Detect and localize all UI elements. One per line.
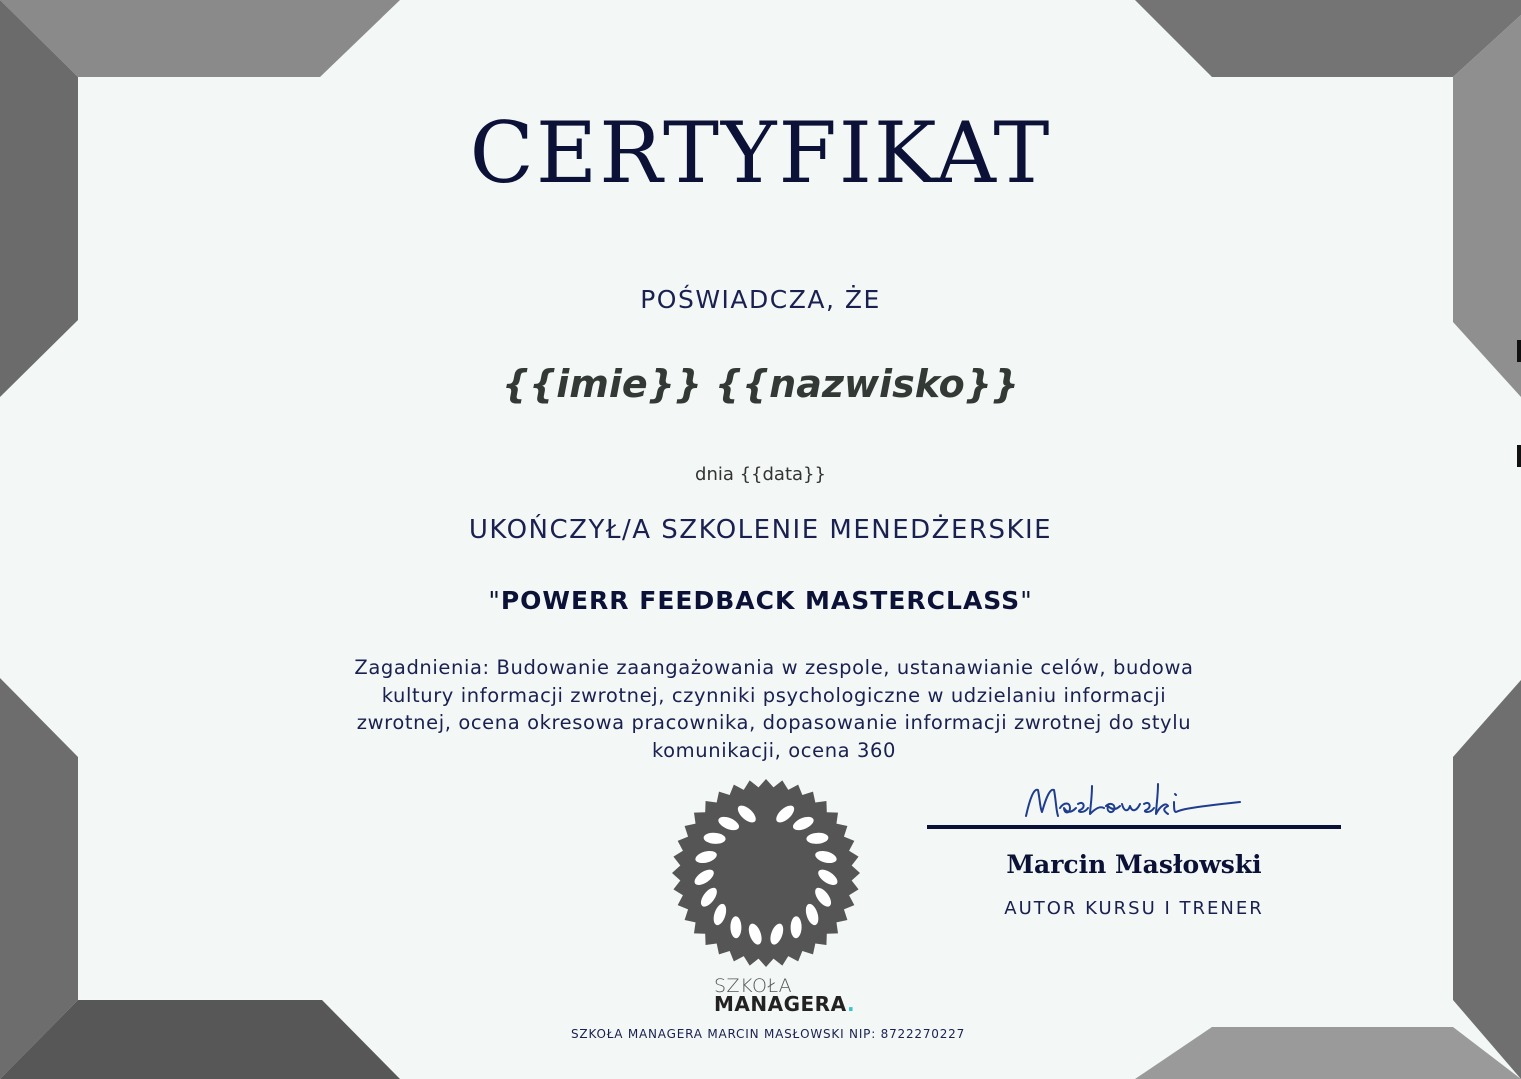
course-name — [0, 586, 1521, 615]
quote-open: " — [488, 586, 501, 615]
footer-text: SZKOŁA MANAGERA MARCIN MASŁOWSKI NIP: 8722270227 — [571, 1027, 965, 1041]
handwritten-signature — [1018, 778, 1248, 826]
signer-role: AUTOR KURSU I TRENER — [1004, 898, 1264, 919]
logo-line-1: SZKOŁA — [714, 975, 793, 997]
topics-paragraph: Zagadnienia: Budowanie zaangażowania w zespole, ustanawianie celów, budowa kultury informacji zwrotnej, czynniki psychologiczne w udzielaniu informacji zwrotnej, ocena okresowa pracownika, dopasowanie informacji zwrotnej do stylu komunikacji, ocena 360 — [354, 656, 1194, 762]
certificate-title: CERTYFIKAT — [469, 104, 1052, 202]
course-title: POWERR FEEDBACK MASTERCLASS — [500, 586, 1021, 615]
logo-line-2 — [714, 992, 855, 1016]
quote-close: " — [1020, 586, 1033, 615]
frame-top-right-band — [1135, 0, 1521, 77]
signature-line — [927, 825, 1341, 829]
laurel-wreath-badge-icon — [671, 778, 861, 968]
logo-name: MANAGERA — [714, 992, 847, 1016]
certificate-date: dnia {{data}} — [695, 464, 826, 485]
attests-text: POŚWIADCZA, ŻE — [640, 285, 881, 314]
recipient-name: {{imie}} {{nazwisko}} — [502, 362, 1019, 406]
frame-top-right-side — [1453, 15, 1521, 397]
edge-mark — [1517, 340, 1521, 362]
frame-bottom-right-side — [1453, 680, 1521, 1079]
logo-dot: . — [846, 992, 856, 1016]
signer-name: Marcin Masłowski — [1006, 850, 1262, 879]
completed-training-text: UKOŃCZYŁ/A SZKOLENIE MENEDŻERSKIE — [468, 515, 1053, 545]
